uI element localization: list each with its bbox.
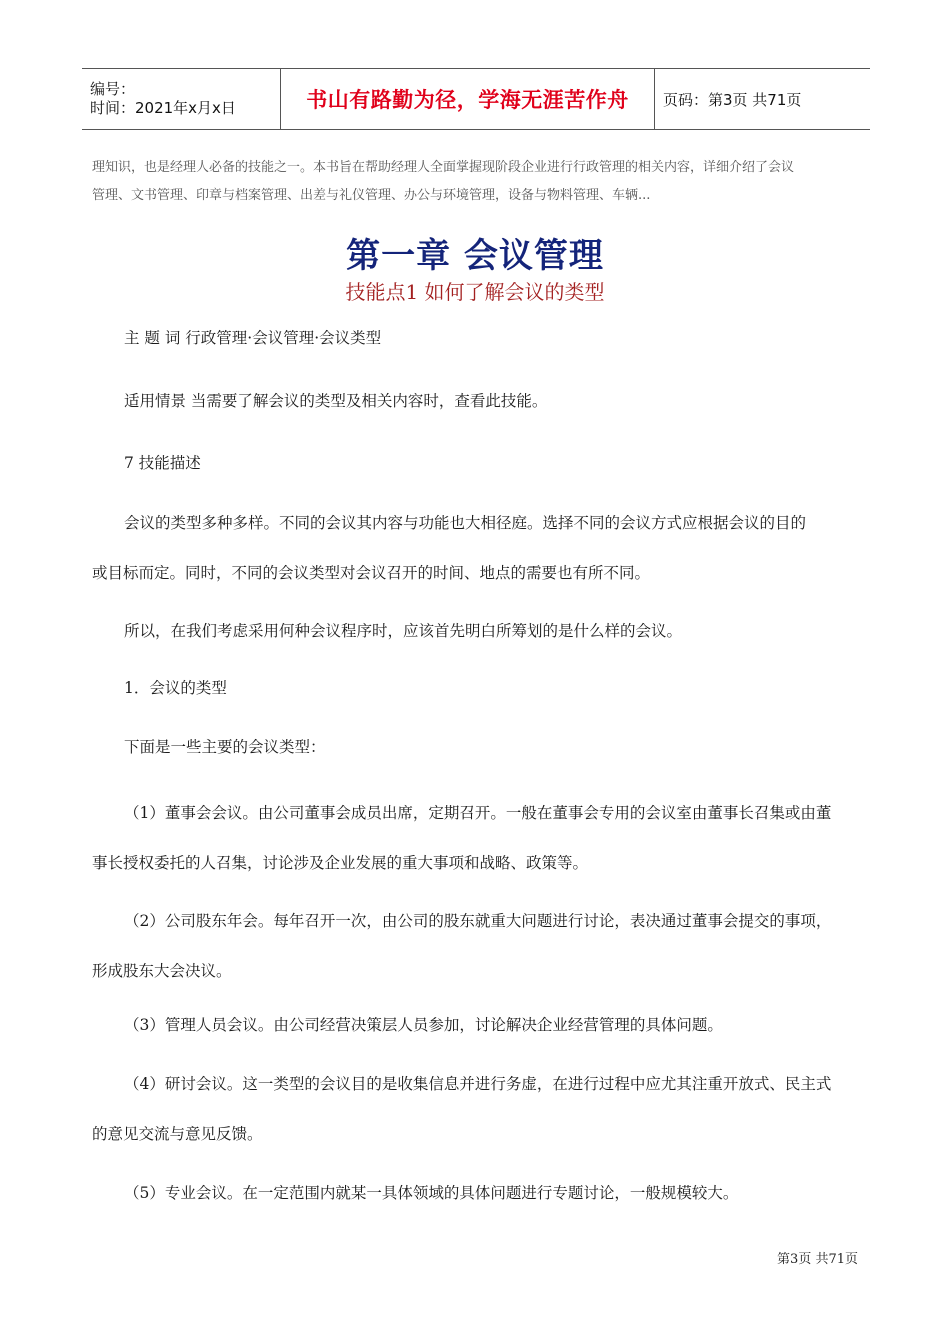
paragraph-1 — [92, 498, 862, 598]
topic-line — [92, 313, 862, 363]
intro-line: 管理、文书管理、印章与档案管理、出差与礼仪管理、办公与环境管理，设备与物料管理、车辆... — [92, 188, 651, 203]
skill-description-heading — [92, 438, 862, 488]
list-item-line: （2）公司股东年会。每年召开一次，由公司的股东就重大问题进行讨论，表决通过董事会提交的事项， — [124, 912, 832, 930]
list-item-line: 形成股东大会决议。 — [92, 962, 232, 980]
paragraph-text: 所以，在我们考虑采用何种会议程序时，应该首先明白所筹划的是什么样的会议。 — [124, 622, 683, 640]
intro-paragraph — [92, 154, 862, 210]
scenario-line — [92, 376, 862, 426]
list-item-line: （4）研讨会议。这一类型的会议目的是收集信息并进行务虚，在进行过程中应尤其注重开放式、民主式 — [124, 1075, 832, 1093]
paragraph-2 — [92, 606, 862, 656]
section-heading — [92, 663, 862, 713]
skill-description-heading-text: 7 技能描述 — [124, 454, 201, 472]
scenario-text: 适用情景 当需要了解会议的类型及相关内容时，查看此技能。 — [124, 392, 548, 410]
list-intro-text: 下面是一些主要的会议类型： — [124, 738, 326, 756]
document-time-label: 时间：2021年x月x日 — [90, 99, 236, 117]
section-heading-text: 1．会议的类型 — [124, 679, 227, 697]
list-item-text: （5）专业会议。在一定范围内就某一具体领域的具体问题进行专题讨论，一般规模较大。 — [124, 1184, 739, 1202]
list-item — [92, 1059, 862, 1159]
list-item-line: 的意见交流与意见反馈。 — [92, 1125, 263, 1143]
topic-text: 主 题 词 行政管理·会议管理·会议类型 — [124, 329, 382, 347]
paragraph-line: 或目标而定。同时，不同的会议类型对会议召开的时间、地点的需要也有所不同。 — [92, 564, 651, 582]
document-number-label: 编号： — [90, 80, 136, 98]
paragraph-line: 会议的类型多种多样。不同的会议其内容与功能也大相径庭。选择不同的会议方式应根据会议的目的 — [124, 514, 807, 532]
list-intro — [92, 722, 862, 772]
header-motto-cell — [281, 69, 655, 129]
header-page-label: 页码：第3页 共71页 — [663, 90, 802, 109]
list-item-text: （3）管理人员会议。由公司经营决策层人员参加，讨论解决企业经营管理的具体问题。 — [124, 1016, 723, 1034]
header-meta — [82, 69, 281, 129]
list-item — [92, 1000, 862, 1050]
header-motto: 书山有路勤为径，学海无涯苦作舟 — [306, 88, 629, 112]
intro-line: 理知识，也是经理人必备的技能之一。本书旨在帮助经理人全面掌握现阶段企业进行行政管理的相关内容，详细介绍了会议 — [92, 160, 795, 175]
list-item — [92, 896, 862, 996]
list-item-line: （1）董事会会议。由公司董事会成员出席，定期召开。一般在董事会专用的会议室由董事长召集或由董 — [124, 804, 832, 822]
list-item-line: 事长授权委托的人召集，讨论涉及企业发展的重大事项和战略、政策等。 — [92, 854, 589, 872]
skill-title: 技能点1 如何了解会议的类型 — [345, 280, 605, 304]
list-item — [92, 1168, 862, 1218]
list-item — [92, 788, 862, 888]
page-header — [82, 68, 870, 130]
header-page-cell — [655, 69, 870, 129]
page-footer: 第3页 共71页 — [777, 1252, 858, 1267]
chapter-title: 第一章 会议管理 — [346, 236, 604, 276]
